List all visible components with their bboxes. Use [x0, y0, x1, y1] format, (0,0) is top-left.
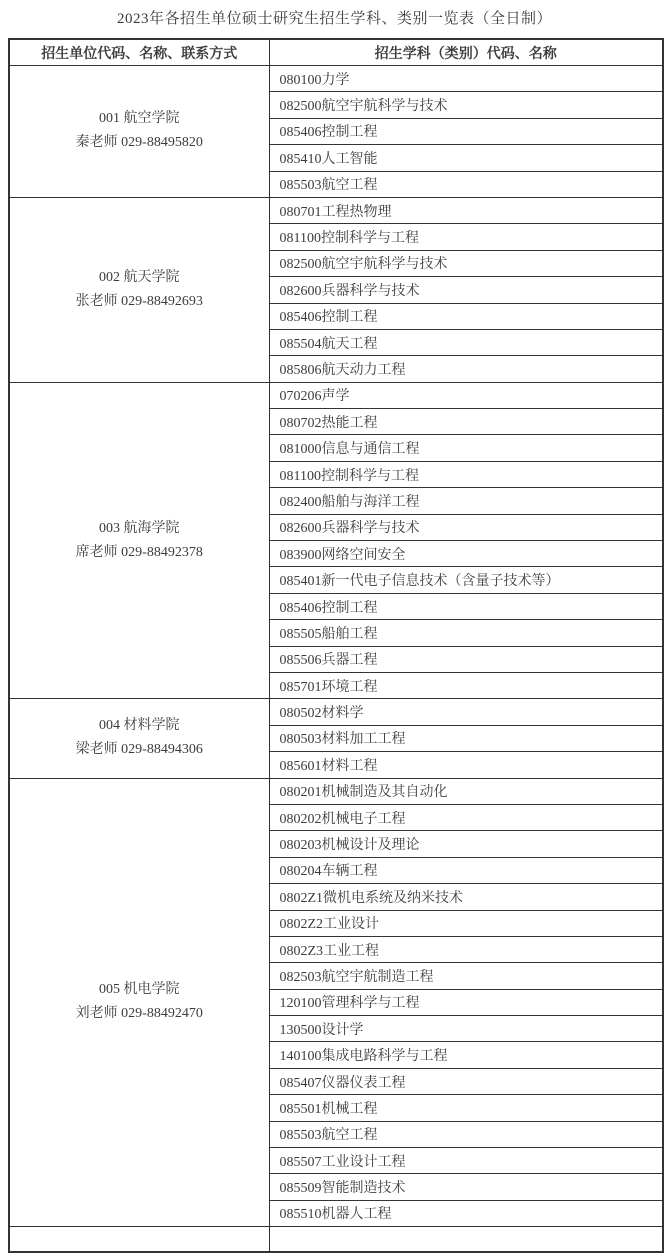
subject-cell: 082500航空宇航科学与技术: [269, 92, 663, 118]
subject-cell: 085509智能制造技术: [269, 1174, 663, 1200]
subject-cell: 085503航空工程: [269, 171, 663, 197]
subject-cell: 085406控制工程: [269, 118, 663, 144]
subject-cell: 085406控制工程: [269, 303, 663, 329]
subject-cell: 080502材料学: [269, 699, 663, 725]
unit-code-name: 001 航空学院: [99, 111, 180, 127]
unit-code-name: 005 机电学院: [99, 982, 180, 998]
subject-cell: 085410人工智能: [269, 145, 663, 171]
subject-cell: 070206声学: [269, 382, 663, 408]
subject-cell: 082600兵器科学与技术: [269, 514, 663, 540]
subject-cell: 082503航空宇航制造工程: [269, 963, 663, 989]
subject-cell: 085507工业设计工程: [269, 1148, 663, 1174]
subject-cell: 082600兵器科学与技术: [269, 277, 663, 303]
unit-contact: 刘老师 029-88492470: [75, 1006, 203, 1022]
subject-cell: 080203机械设计及理论: [269, 831, 663, 857]
subject-cell: 083900网络空间安全: [269, 541, 663, 567]
subject-cell: 082500航空宇航科学与技术: [269, 250, 663, 276]
table-row: [9, 778, 663, 804]
subject-cell: 085806航天动力工程: [269, 356, 663, 382]
unit-code-name: 003 航海学院: [99, 520, 180, 536]
table-row: [9, 382, 663, 408]
subject-cell: 120100管理科学与工程: [269, 989, 663, 1015]
unit-contact: 梁老师 029-88494306: [75, 742, 203, 758]
table-body: [9, 66, 663, 1253]
subject-cell: 081100控制科学与工程: [269, 461, 663, 487]
subject-cell: 085701环境工程: [269, 672, 663, 698]
subject-cell: 081100控制科学与工程: [269, 224, 663, 250]
unit-contact: 秦老师 029-88495820: [75, 135, 203, 151]
subject-cell: 081000信息与通信工程: [269, 435, 663, 461]
subject-cell: 085510机器人工程: [269, 1200, 663, 1226]
subject-cell: 080503材料加工工程: [269, 725, 663, 751]
unit-contact: 张老师 029-88492693: [75, 293, 203, 309]
unit-cell: [9, 1227, 269, 1253]
subject-cell: 080702热能工程: [269, 409, 663, 435]
page-title: 2023年各招生单位硕士研究生招生学科、类别一览表（全日制）: [116, 11, 552, 27]
subject-cell: 080202机械电子工程: [269, 804, 663, 830]
subject-cell: 0802Z3工业工程: [269, 936, 663, 962]
table-row: [9, 66, 663, 92]
subject-cell: 140100集成电路科学与工程: [269, 1042, 663, 1068]
header-unit-column: 招生单位代码、名称、联系方式: [9, 39, 269, 66]
subject-cell: 085506兵器工程: [269, 646, 663, 672]
subject-cell: 085601材料工程: [269, 752, 663, 778]
unit-cell: [9, 699, 269, 778]
admissions-table: [8, 38, 664, 1253]
unit-code-name: 004 材料学院: [99, 718, 180, 734]
unit-code-name: 002 航天学院: [99, 269, 180, 285]
table-row: [9, 699, 663, 725]
unit-cell: [9, 197, 269, 382]
subject-cell: 0802Z2工业设计: [269, 910, 663, 936]
subject-cell: 082400船舶与海洋工程: [269, 488, 663, 514]
subject-cell: 085501机械工程: [269, 1095, 663, 1121]
subject-cell: 080100力学: [269, 66, 663, 92]
subject-cell: 085401新一代电子信息技术（含量子技术等）: [269, 567, 663, 593]
unit-cell: [9, 778, 269, 1227]
table-row: [9, 197, 663, 223]
header-subject-column: 招生学科（类别）代码、名称: [269, 39, 663, 66]
unit-cell: [9, 382, 269, 699]
subject-cell: 085407仪器仪表工程: [269, 1068, 663, 1094]
table-header-row: [9, 39, 663, 66]
table-row-partial: [9, 1227, 663, 1253]
subject-cell: 085406控制工程: [269, 593, 663, 619]
subject-cell: 085505船舶工程: [269, 620, 663, 646]
subject-cell: 080204车辆工程: [269, 857, 663, 883]
subject-cell: 080701工程热物理: [269, 197, 663, 223]
subject-cell: 130500设计学: [269, 1016, 663, 1042]
subject-cell: 085503航空工程: [269, 1121, 663, 1147]
subject-cell: 085504航天工程: [269, 329, 663, 355]
unit-contact: 席老师 029-88492378: [75, 544, 203, 560]
subject-cell: 0802Z1微机电系统及纳米技术: [269, 884, 663, 910]
unit-cell: [9, 66, 269, 198]
subject-cell: [269, 1227, 663, 1253]
subject-cell: 080201机械制造及其自动化: [269, 778, 663, 804]
